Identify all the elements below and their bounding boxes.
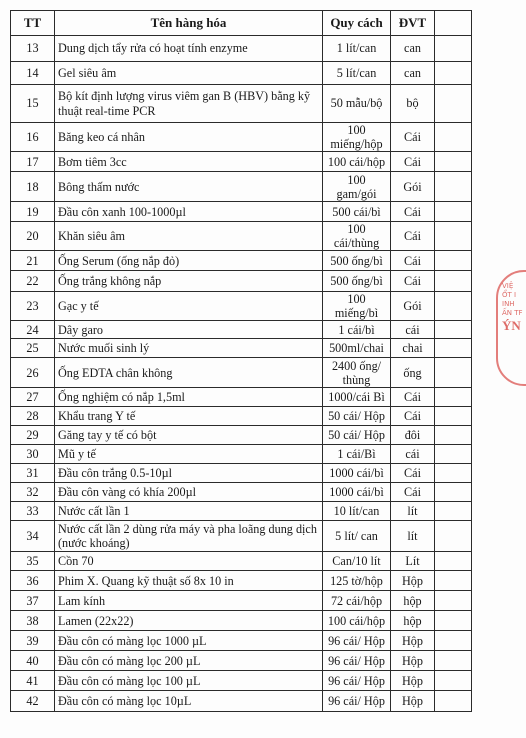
table-row	[11, 251, 472, 271]
cell-name: Đầu côn có màng lọc 100 µL	[55, 671, 323, 691]
cell-spec: 100 cái/hộp	[323, 611, 391, 631]
cell-name: Phim X. Quang kỹ thuật số 8x 10 in	[55, 571, 323, 591]
cell-blank	[435, 339, 472, 358]
cell-blank	[435, 251, 472, 271]
cell-blank	[435, 631, 472, 651]
cell-unit: Hộp	[391, 671, 435, 691]
table-row	[11, 571, 472, 591]
cell-spec: 5 lít/can	[323, 62, 391, 85]
cell-unit: Hộp	[391, 571, 435, 591]
cell-tt: 20	[11, 222, 55, 251]
cell-spec: 500 cái/bì	[323, 202, 391, 222]
cell-unit: bộ	[391, 85, 435, 123]
cell-blank	[435, 271, 472, 292]
cell-tt: 13	[11, 36, 55, 62]
cell-unit: Cái	[391, 202, 435, 222]
cell-blank	[435, 611, 472, 631]
cell-tt: 33	[11, 502, 55, 521]
cell-name: Băng keo cá nhân	[55, 123, 323, 152]
table-row	[11, 521, 472, 552]
cell-blank	[435, 483, 472, 502]
cell-unit: Cái	[391, 271, 435, 292]
goods-table	[10, 10, 472, 712]
cell-tt: 27	[11, 388, 55, 407]
table-row	[11, 388, 472, 407]
cell-unit: Cái	[391, 222, 435, 251]
table-row	[11, 202, 472, 222]
cell-name: Dây garo	[55, 321, 323, 339]
cell-tt: 21	[11, 251, 55, 271]
cell-unit: Hộp	[391, 651, 435, 671]
cell-tt: 19	[11, 202, 55, 222]
cell-unit: Cái	[391, 483, 435, 502]
cell-name: Cồn 70	[55, 552, 323, 571]
cell-unit: Lít	[391, 552, 435, 571]
cell-name: Ống Serum (ống nắp đỏ)	[55, 251, 323, 271]
cell-tt: 15	[11, 85, 55, 123]
cell-blank	[435, 521, 472, 552]
cell-spec: 100 miếng/bì	[323, 292, 391, 321]
cell-blank	[435, 388, 472, 407]
cell-spec: 500ml/chai	[323, 339, 391, 358]
cell-blank	[435, 85, 472, 123]
cell-spec: 1000 cái/bì	[323, 483, 391, 502]
table-row	[11, 464, 472, 483]
cell-blank	[435, 671, 472, 691]
cell-spec: 96 cái/ Hộp	[323, 631, 391, 651]
cell-name: Khăn siêu âm	[55, 222, 323, 251]
header-tt: TT	[11, 11, 55, 36]
cell-tt: 18	[11, 172, 55, 202]
cell-tt: 17	[11, 152, 55, 172]
cell-blank	[435, 591, 472, 611]
stamp-line: ỔT I	[502, 291, 517, 299]
cell-spec: 50 cái/ Hộp	[323, 407, 391, 426]
cell-unit: hộp	[391, 591, 435, 611]
table-row	[11, 271, 472, 292]
cell-tt: 24	[11, 321, 55, 339]
cell-spec: 2400 ống/ thùng	[323, 358, 391, 388]
cell-spec: 1 lít/can	[323, 36, 391, 62]
cell-name: Nước cất lần 2 dùng rửa máy và pha loãng dung dịch (nước khoáng)	[55, 521, 323, 552]
stamp-text	[502, 282, 526, 333]
cell-spec: 100 gam/gói	[323, 172, 391, 202]
cell-tt: 40	[11, 651, 55, 671]
table-row	[11, 445, 472, 464]
cell-unit: Cái	[391, 388, 435, 407]
cell-name: Đầu côn có màng lọc 10µL	[55, 691, 323, 712]
cell-spec: 1 cái/Bì	[323, 445, 391, 464]
cell-tt: 28	[11, 407, 55, 426]
header-blank	[435, 11, 472, 36]
cell-unit: cái	[391, 321, 435, 339]
cell-unit: hộp	[391, 611, 435, 631]
cell-tt: 14	[11, 62, 55, 85]
cell-tt: 25	[11, 339, 55, 358]
cell-name: Dung dịch tẩy rửa có hoạt tính enzyme	[55, 36, 323, 62]
cell-blank	[435, 172, 472, 202]
cell-unit: chai	[391, 339, 435, 358]
cell-spec: 10 lít/can	[323, 502, 391, 521]
cell-blank	[435, 321, 472, 339]
table-row	[11, 321, 472, 339]
cell-spec: 1000/cái Bì	[323, 388, 391, 407]
cell-tt: 36	[11, 571, 55, 591]
cell-unit: Cái	[391, 152, 435, 172]
cell-unit: Hộp	[391, 691, 435, 712]
cell-name: Ống trắng không nắp	[55, 271, 323, 292]
cell-blank	[435, 407, 472, 426]
cell-name: Ống EDTA chân không	[55, 358, 323, 388]
cell-blank	[435, 445, 472, 464]
cell-name: Bộ kít định lượng virus viêm gan B (HBV) bằng kỹ thuật real-time PCR	[55, 85, 323, 123]
cell-spec: 125 tờ/hộp	[323, 571, 391, 591]
cell-tt: 35	[11, 552, 55, 571]
cell-blank	[435, 358, 472, 388]
cell-tt: 26	[11, 358, 55, 388]
cell-tt: 38	[11, 611, 55, 631]
table-row	[11, 671, 472, 691]
cell-blank	[435, 152, 472, 172]
cell-tt: 37	[11, 591, 55, 611]
cell-unit: đôi	[391, 426, 435, 445]
cell-name: Bông thấm nước	[55, 172, 323, 202]
table-row	[11, 36, 472, 62]
cell-unit: Cái	[391, 251, 435, 271]
cell-name: Lam kính	[55, 591, 323, 611]
red-stamp	[492, 268, 526, 386]
cell-blank	[435, 202, 472, 222]
table-row	[11, 407, 472, 426]
cell-spec: 100 cái/hộp	[323, 152, 391, 172]
table-header-row	[11, 11, 472, 36]
cell-spec: 100 miếng/hộp	[323, 123, 391, 152]
header-unit: ĐVT	[391, 11, 435, 36]
cell-unit: ống	[391, 358, 435, 388]
cell-unit: Cái	[391, 407, 435, 426]
cell-spec: 96 cái/ Hộp	[323, 671, 391, 691]
cell-name: Gel siêu âm	[55, 62, 323, 85]
cell-spec: 500 ống/bì	[323, 271, 391, 292]
cell-blank	[435, 552, 472, 571]
cell-name: Nước muối sinh lý	[55, 339, 323, 358]
cell-name: Mũ y tế	[55, 445, 323, 464]
cell-blank	[435, 571, 472, 591]
table-row	[11, 292, 472, 321]
cell-unit: Cái	[391, 464, 435, 483]
stamp-line: ÝN	[502, 318, 521, 333]
cell-tt: 42	[11, 691, 55, 712]
cell-tt: 23	[11, 292, 55, 321]
cell-unit: lít	[391, 502, 435, 521]
cell-name: Đầu côn có màng lọc 1000 µL	[55, 631, 323, 651]
cell-spec: 96 cái/ Hộp	[323, 691, 391, 712]
cell-tt: 39	[11, 631, 55, 651]
table-row	[11, 591, 472, 611]
header-name: Tên hàng hóa	[55, 11, 323, 36]
cell-tt: 16	[11, 123, 55, 152]
cell-blank	[435, 691, 472, 712]
stamp-line: VIỆ	[502, 282, 514, 290]
cell-spec: 50 mẫu/bộ	[323, 85, 391, 123]
cell-name: Đầu côn có màng lọc 200 µL	[55, 651, 323, 671]
cell-blank	[435, 292, 472, 321]
cell-blank	[435, 222, 472, 251]
table-row	[11, 339, 472, 358]
cell-blank	[435, 123, 472, 152]
cell-tt: 32	[11, 483, 55, 502]
cell-spec: 96 cái/ Hộp	[323, 651, 391, 671]
cell-unit: Cái	[391, 123, 435, 152]
cell-name: Lamen (22x22)	[55, 611, 323, 631]
table-row	[11, 358, 472, 388]
cell-name: Đầu côn xanh 100-1000µl	[55, 202, 323, 222]
cell-blank	[435, 502, 472, 521]
cell-unit: can	[391, 62, 435, 85]
cell-tt: 41	[11, 671, 55, 691]
cell-tt: 29	[11, 426, 55, 445]
cell-name: Đầu côn vàng có khía 200µl	[55, 483, 323, 502]
table-row	[11, 483, 472, 502]
cell-blank	[435, 426, 472, 445]
cell-name: Gạc y tế	[55, 292, 323, 321]
table-row	[11, 502, 472, 521]
table-row	[11, 631, 472, 651]
cell-unit: Gói	[391, 292, 435, 321]
cell-spec: 5 lít/ can	[323, 521, 391, 552]
header-spec: Quy cách	[323, 11, 391, 36]
cell-spec: 1 cái/bì	[323, 321, 391, 339]
cell-name: Ống nghiệm có nắp 1,5ml	[55, 388, 323, 407]
cell-spec: Can/10 lít	[323, 552, 391, 571]
table-row	[11, 222, 472, 251]
table-row	[11, 426, 472, 445]
table-row	[11, 172, 472, 202]
table-row	[11, 552, 472, 571]
cell-name: Bơm tiêm 3cc	[55, 152, 323, 172]
cell-name: Găng tay y tế có bột	[55, 426, 323, 445]
stamp-line: INH	[502, 300, 515, 308]
cell-tt: 30	[11, 445, 55, 464]
cell-unit: lít	[391, 521, 435, 552]
table-body	[11, 36, 472, 712]
cell-unit: cái	[391, 445, 435, 464]
cell-blank	[435, 464, 472, 483]
cell-spec: 100 cái/thùng	[323, 222, 391, 251]
cell-unit: Gói	[391, 172, 435, 202]
cell-spec: 1000 cái/bì	[323, 464, 391, 483]
cell-spec: 50 cái/ Hộp	[323, 426, 391, 445]
cell-spec: 500 ống/bì	[323, 251, 391, 271]
table-row	[11, 152, 472, 172]
table-row	[11, 651, 472, 671]
cell-tt: 22	[11, 271, 55, 292]
cell-name: Đầu côn trắng 0.5-10µl	[55, 464, 323, 483]
table-row	[11, 85, 472, 123]
table-row	[11, 691, 472, 712]
cell-name: Nước cất lần 1	[55, 502, 323, 521]
table-row	[11, 123, 472, 152]
cell-spec: 72 cái/hộp	[323, 591, 391, 611]
cell-tt: 31	[11, 464, 55, 483]
cell-blank	[435, 62, 472, 85]
table-row	[11, 62, 472, 85]
table-row	[11, 611, 472, 631]
cell-name: Khẩu trang Y tế	[55, 407, 323, 426]
stamp-line: ẤN TF	[502, 309, 523, 317]
cell-blank	[435, 36, 472, 62]
cell-tt: 34	[11, 521, 55, 552]
cell-unit: Hộp	[391, 631, 435, 651]
cell-unit: can	[391, 36, 435, 62]
cell-blank	[435, 651, 472, 671]
